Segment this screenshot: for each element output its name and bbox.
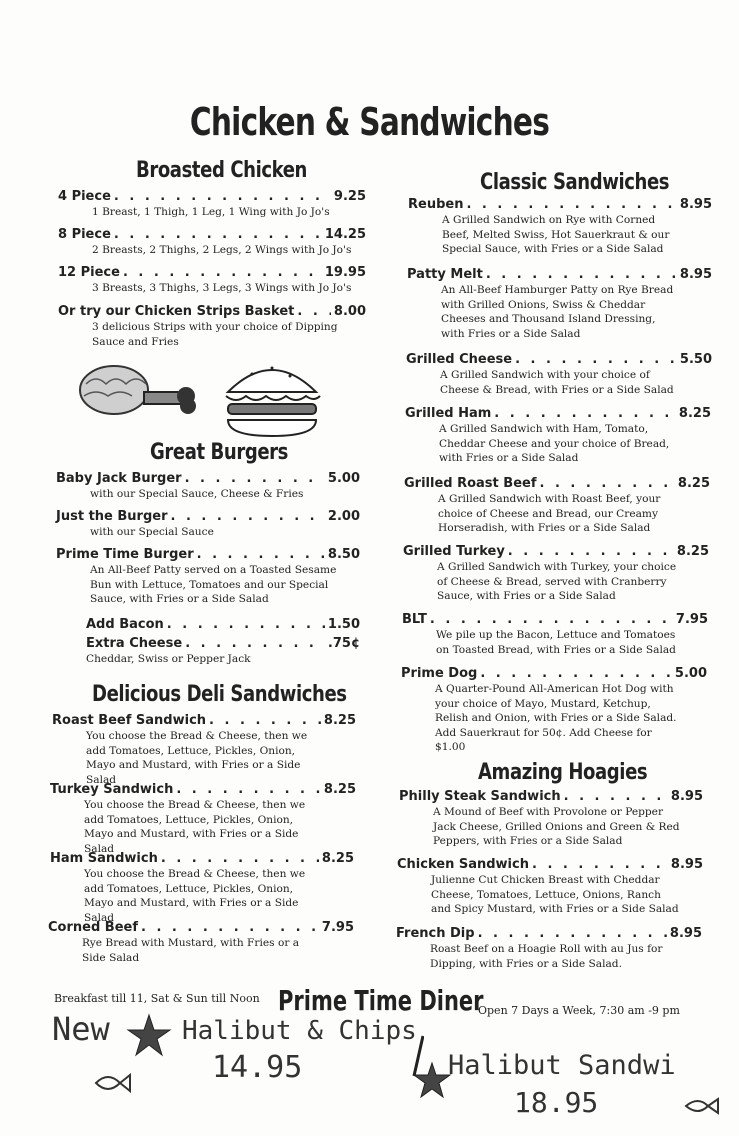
item-description: A Grilled Sandwich with Turkey, your choice of Cheese & Bread, served with Cranberry Sauce, with Fries or a Side Salad — [437, 561, 677, 602]
item-name: Corned Beef — [48, 920, 138, 935]
item-name: 4 Piece — [58, 189, 111, 204]
item-name: Grilled Turkey — [403, 544, 505, 559]
menu-item — [405, 406, 711, 466]
item-description: A Grilled Sandwich with Roast Beef, your choice of Cheese and Bread, our Creamy Horseradish, with Fries or a Side Salad — [438, 493, 661, 534]
item-name: Grilled Cheese — [406, 352, 513, 367]
item-price: 8.25 — [321, 851, 354, 866]
menu-item — [56, 509, 360, 540]
menu-item — [56, 471, 360, 502]
menu-item — [86, 636, 360, 667]
menu-item — [52, 713, 356, 787]
item-name: Ham Sandwich — [50, 851, 158, 866]
menu-item — [396, 926, 702, 971]
menu-item — [403, 544, 709, 604]
burger-icon — [222, 352, 322, 442]
item-name: Just the Burger — [56, 509, 168, 524]
item-price: 9.25 — [333, 189, 366, 204]
item-description: 3 delicious Strips with your choice of Dipping Sauce and Fries — [92, 321, 338, 348]
item-price: 8.95 — [679, 267, 712, 282]
fish-icon — [92, 1070, 132, 1096]
item-description: 1 Breast, 1 Thigh, 1 Leg, 1 Wing with Jo Jo's — [92, 206, 330, 218]
item-price: 1.50 — [327, 617, 360, 632]
item-price: 2.00 — [327, 509, 360, 524]
handwritten-item-2: Halibut Sandwi — [448, 1050, 676, 1081]
item-description: with our Special Sauce — [90, 526, 214, 538]
menu-item — [407, 267, 712, 341]
item-name: Or try our Chicken Strips Basket — [58, 304, 295, 319]
section-heading-deli: Delicious Deli Sandwiches — [92, 682, 347, 707]
item-price: 5.50 — [679, 352, 712, 367]
item-price: 5.00 — [674, 666, 707, 681]
item-name: Prime Time Burger — [56, 547, 194, 562]
menu-item — [58, 227, 366, 258]
item-name: Grilled Roast Beef — [404, 476, 537, 491]
item-price: 8.25 — [676, 544, 709, 559]
menu-item — [50, 851, 354, 925]
handwritten-new: New — [52, 1010, 110, 1048]
item-name: 8 Piece — [58, 227, 111, 242]
item-name: Baby Jack Burger — [56, 471, 182, 486]
item-price: 8.95 — [670, 789, 703, 804]
item-price: 8.25 — [678, 406, 711, 421]
handwritten-item-1: Halibut & Chips — [182, 1016, 417, 1046]
menu-item — [406, 352, 712, 397]
item-description: Julienne Cut Chicken Breast with Cheddar Cheese, Tomatoes, Lettuce, Onions, Ranch and Spicy Mustard, with Fries or a Side Salad — [431, 874, 679, 915]
item-description: You choose the Bread & Cheese, then we add Tomatoes, Lettuce, Pickles, Onion, Mayo and Mustard, with Fries or a Side Salad — [86, 730, 308, 786]
item-description: Cheddar, Swiss or Pepper Jack — [86, 653, 251, 665]
item-description: An All-Beef Patty served on a Toasted Sesame Bun with Lettuce, Tomatoes and our Special Sauce, with Fries or a Side Salad — [90, 564, 337, 605]
menu-item — [408, 197, 712, 257]
star-icon — [126, 1012, 172, 1058]
page-title: Chicken & Sandwiches — [189, 100, 550, 144]
item-description: A Grilled Sandwich with your choice of Cheese & Bread, with Fries or a Side Salad — [440, 369, 674, 396]
opening-hours: Open 7 Days a Week, 7:30 am -9 pm — [478, 1004, 680, 1017]
menu-item — [48, 920, 354, 965]
item-price: 5.00 — [327, 471, 360, 486]
section-heading-burgers: Great Burgers — [150, 440, 288, 465]
item-description: A Quarter-Pound All-American Hot Dog with your choice of Mayo, Mustard, Ketchup, Relish and Onion, with Fries or a Side Salad. Add Sauerkraut for 50¢. Add Cheese for $1.00 — [435, 683, 677, 753]
breakfast-hours: Breakfast till 11, Sat & Sun till Noon — [54, 992, 260, 1005]
item-price: 8.95 — [669, 926, 702, 941]
menu-item — [402, 612, 708, 657]
menu-item — [58, 304, 366, 349]
item-description: Roast Beef on a Hoagie Roll with au Jus for Dipping, with Fries or a Side Salad. — [430, 943, 663, 970]
chicken-leg-icon — [74, 356, 204, 426]
fish-icon — [682, 1094, 722, 1118]
item-price: 8.50 — [327, 547, 360, 562]
item-name: Turkey Sandwich — [50, 782, 174, 797]
item-description: An All-Beef Hamburger Patty on Rye Bread with Grilled Onions, Swiss & Cheddar Cheeses and Thousand Island Dressing, with Fries or a Side Salad — [441, 284, 674, 340]
item-price: 8.95 — [670, 857, 703, 872]
item-price: .75¢ — [327, 636, 360, 651]
menu-item — [56, 547, 360, 607]
star-icon — [412, 1060, 452, 1100]
section-heading-hoagies: Amazing Hoagies — [478, 760, 648, 785]
item-name: Grilled Ham — [405, 406, 492, 421]
item-name: Reuben — [408, 197, 464, 212]
section-heading-broasted: Broasted Chicken — [136, 158, 307, 183]
menu-item — [404, 476, 710, 536]
item-description: You choose the Bread & Cheese, then we add Tomatoes, Lettuce, Pickles, Onion, Mayo and Mustard, with Fries or a Side Salad — [84, 799, 306, 855]
handwritten-price-2: 18.95 — [514, 1086, 599, 1119]
item-description: A Mound of Beef with Provolone or Pepper Jack Cheese, Grilled Onions and Green & Red Peppers, with Fries or a Side Salad — [433, 806, 680, 847]
item-price: 8.25 — [323, 782, 356, 797]
item-name: Patty Melt — [407, 267, 483, 282]
menu-item — [397, 857, 703, 917]
menu-item — [86, 617, 360, 632]
item-name: Chicken Sandwich — [397, 857, 529, 872]
item-name: Extra Cheese — [86, 636, 183, 651]
menu-item — [399, 789, 703, 849]
menu-item — [401, 666, 707, 755]
item-price: 8.25 — [323, 713, 356, 728]
item-name: Roast Beef Sandwich — [52, 713, 207, 728]
item-price: 7.95 — [675, 612, 708, 627]
item-description: A Grilled Sandwich on Rye with Corned Beef, Melted Swiss, Hot Sauerkraut & our Special Sauce, with Fries or a Side Salad — [442, 214, 670, 255]
restaurant-name: Prime Time Diner — [278, 984, 484, 1017]
item-description: We pile up the Bacon, Lettuce and Tomatoes on Toasted Bread, with Fries or a Side Salad — [436, 629, 676, 656]
item-price: 8.25 — [677, 476, 710, 491]
item-description: 2 Breasts, 2 Thighs, 2 Legs, 2 Wings with Jo Jo's — [92, 244, 352, 256]
item-description: You choose the Bread & Cheese, then we add Tomatoes, Lettuce, Pickles, Onion, Mayo and Mustard, with Fries or a Side Salad — [84, 868, 306, 924]
item-description: 3 Breasts, 3 Thighs, 3 Legs, 3 Wings with Jo Jo's — [92, 282, 352, 294]
item-name: 12 Piece — [58, 265, 120, 280]
item-name: Prime Dog — [401, 666, 478, 681]
menu-item — [58, 265, 366, 296]
handwritten-price-1: 14.95 — [212, 1050, 303, 1085]
item-description: A Grilled Sandwich with Ham, Tomato, Cheddar Cheese and your choice of Bread, with Fries or a Side Salad — [439, 423, 670, 464]
item-price: 8.00 — [333, 304, 366, 319]
item-price: 19.95 — [324, 265, 366, 280]
item-name: Philly Steak Sandwich — [399, 789, 561, 804]
section-heading-classic: Classic Sandwiches — [480, 170, 670, 195]
menu-item — [50, 782, 356, 856]
item-description: Rye Bread with Mustard, with Fries or a Side Salad — [82, 937, 300, 964]
menu-item — [58, 189, 366, 220]
item-name: French Dip — [396, 926, 475, 941]
item-name: Add Bacon — [86, 617, 164, 632]
item-price: 7.95 — [321, 920, 354, 935]
item-price: 14.25 — [324, 227, 366, 242]
item-description: with our Special Sauce, Cheese & Fries — [90, 488, 304, 500]
item-price: 8.95 — [679, 197, 712, 212]
item-name: BLT — [402, 612, 427, 627]
